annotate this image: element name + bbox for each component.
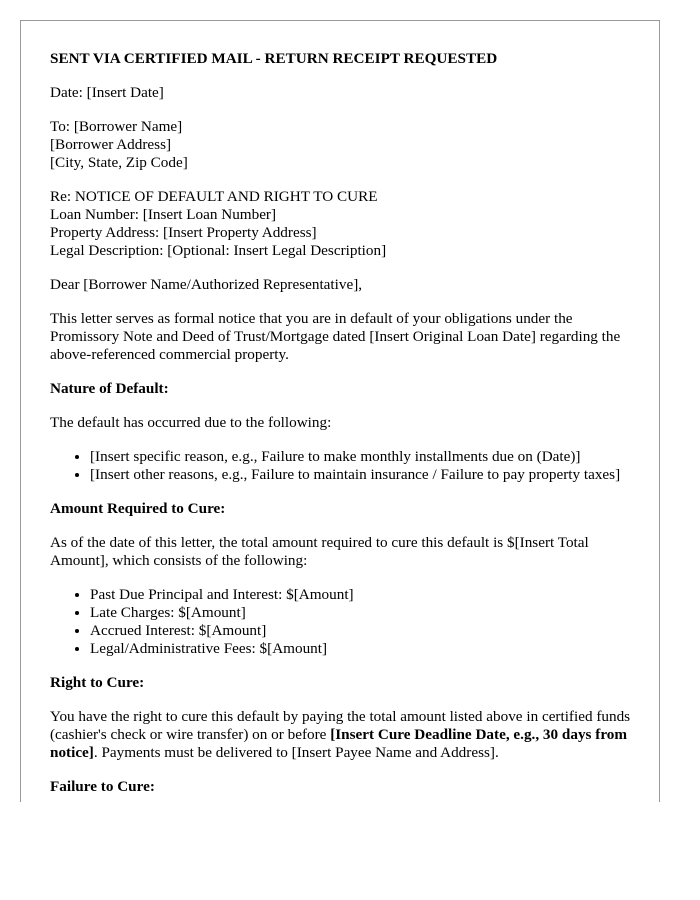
recipient-address: [Borrower Address] — [50, 136, 172, 153]
letter-page — [20, 20, 660, 802]
list-item: • Accrued Interest: $[Amount] — [90, 622, 640, 640]
legal-description: Legal Description: [Optional: Insert Legal Description] — [50, 242, 387, 259]
reference-block — [50, 188, 640, 260]
recipient-city-state-zip: [City, State, Zip Code] — [50, 154, 188, 171]
recipient-block — [50, 118, 640, 172]
recipient-name: To: [Borrower Name] — [50, 118, 183, 135]
cure-text-before: You have the right to cure this default by paying the total amount listed above in certified funds (cashier's check or wire transfer) on or before — [50, 708, 631, 743]
cure-text-after: . Payments must be delivered to [Insert Payee Name and Address]. — [93, 744, 499, 761]
re-subject: Re: NOTICE OF DEFAULT AND RIGHT TO CURE — [50, 188, 378, 205]
cure-deadline: [Insert Cure Deadline Date, e.g., 30 days from notice] — [50, 726, 628, 761]
property-address: Property Address: [Insert Property Address] — [50, 224, 317, 241]
list-item: • [Insert specific reason, e.g., Failure to make monthly installments due on (Date)] — [90, 448, 640, 466]
default-reasons-list — [50, 448, 640, 484]
amount-to-cure-intro: As of the date of this letter, the total amount required to cure this default is $[Insert Total Amount], which consists of the following: — [50, 534, 589, 569]
certified-mail-header: SENT VIA CERTIFIED MAIL - RETURN RECEIPT REQUESTED — [50, 50, 498, 67]
list-item: • Legal/Administrative Fees: $[Amount] — [90, 640, 640, 658]
nature-of-default-intro: The default has occurred due to the following: — [50, 414, 332, 431]
right-to-cure-paragraph — [50, 708, 640, 762]
list-item: • Past Due Principal and Interest: $[Amount] — [90, 586, 640, 604]
list-item: • Late Charges: $[Amount] — [90, 604, 640, 622]
intro-paragraph: This letter serves as formal notice that you are in default of your obligations under the Promissory Note and Deed of Trust/Mortgage dated [Insert Original Loan Date] regarding the above-referenced commercial property. — [50, 310, 621, 363]
date-line: Date: [Insert Date] — [50, 84, 164, 101]
failure-to-cure-heading: Failure to Cure: — [50, 778, 155, 795]
amount-to-cure-heading: Amount Required to Cure: — [50, 500, 226, 517]
loan-number: Loan Number: [Insert Loan Number] — [50, 206, 277, 223]
nature-of-default-heading: Nature of Default: — [50, 380, 169, 397]
list-item: • [Insert other reasons, e.g., Failure to maintain insurance / Failure to pay property taxes] — [90, 466, 640, 484]
letter-content — [50, 50, 640, 802]
right-to-cure-heading: Right to Cure: — [50, 674, 145, 691]
amount-breakdown-list — [50, 586, 640, 658]
salutation: Dear [Borrower Name/Authorized Representative], — [50, 276, 363, 293]
